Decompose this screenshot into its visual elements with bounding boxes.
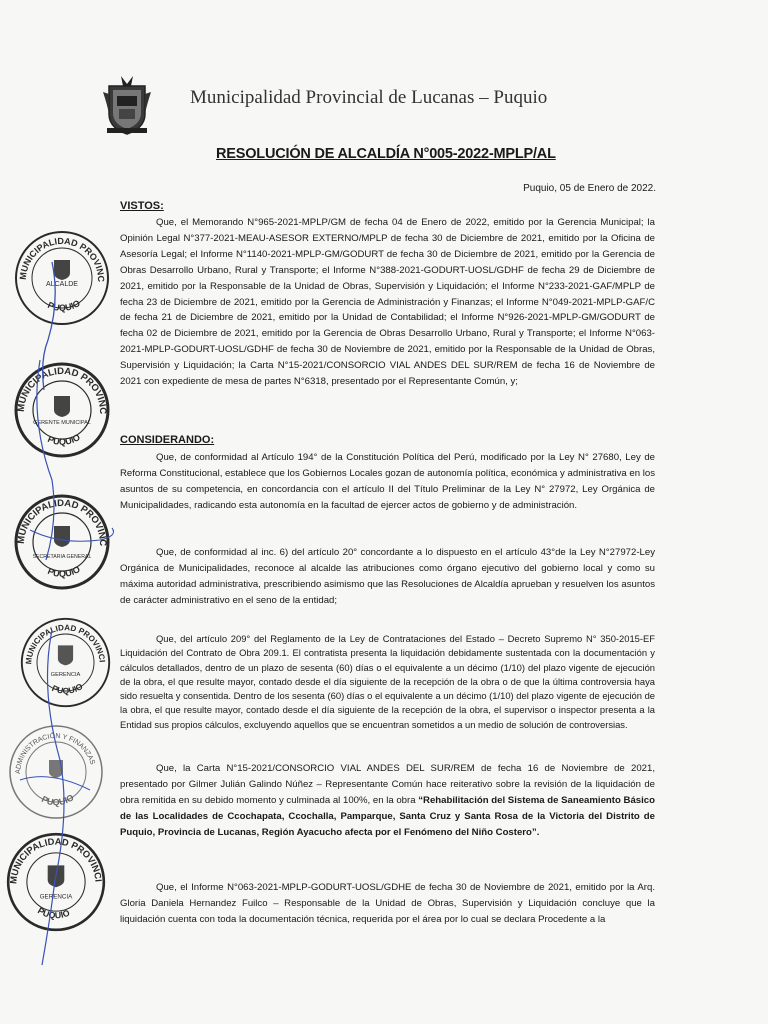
seal-gerencia-1	[18, 615, 113, 710]
considerando-paragraph-3: Que, del artículo 209° del Reglamento de la Ley de Contrataciones del Estado – Decreto Supremo N° 350-2015-EF Liquidación del Contrato de Obra 209.1. El contratista presenta la liquidación debidamente sustentada con la documentación y cálculos detallados, dentro de un plazo de sesenta (60) días o el equivalente a un décimo (1/10) del plazo vigente de ejecución de la obra, el que resulte mayor, contado desde el día siguiente de la recepción de la obra o de que la última controversia haya sido resuelta y consentida. Dentro de los sesenta (60) días o el equivalente a un décimo (1/10) del plazo vigente de ejecución de la obra, el que resulte mayor, contado desde el día siguiente de la recepción de la obra, el supervisor o inspector presenta a la Entidad sus propios cálculos, excluyendo aquellos que se encuentran sometidos a un medio de solución de controversias.	[120, 633, 655, 730]
considerando-paragraph-4	[120, 761, 655, 841]
svg-text:PUQUIO	[36, 905, 71, 920]
seal-1-center-text: ALCALDE	[46, 281, 78, 288]
seal-5-top-text: ADMINISTRACIÓN Y FINANZAS	[14, 732, 96, 775]
seal-6-bottom-text: PUQUIO	[35, 905, 72, 921]
municipality-name: Municipalidad Provincial de Lucanas – Puquio	[190, 87, 548, 108]
svg-text:PUQUIO	[46, 432, 82, 447]
seal-4-center-text: GERENCIA	[50, 671, 81, 678]
svg-text:PUQUIO	[51, 681, 85, 696]
considerando-paragraph-5: Que, el Informe N°063-2021-MPLP-GODURT-UOSL/GDHE de fecha 30 de Noviembre de 2021, emitido por la Arq. Gloria Daniela Hernandez Fuilco – Responsable de la Unidad de Obras, Supervisión y Liquidación concluye que la liquidación cuenta con toda la documentación técnica, requerida por el área por lo cual se declara Procedente a la	[120, 882, 655, 925]
municipal-crest-icon	[103, 74, 151, 136]
seal-3-top-text: MUNICIPALIDAD PROVINC	[15, 497, 109, 547]
svg-text:PUQUIO	[46, 564, 82, 579]
seal-2-center-text: GERENTE MUNICIPAL	[33, 420, 91, 426]
seal-administracion-finanzas	[6, 722, 106, 822]
seal-5-bottom-text: PUQUIO	[39, 792, 76, 808]
project-name: “Rehabilitación del Sistema de Saneamiento Básico de las Localidades de Ccochapata, Ccochalla, Pamparque, Santa Cruz y Santa Rosa de la Victoria del Distrito de Puquio, Provincia de Lucanas, Región Ayacucho afecta por el Fenómeno del Niño Costero”.	[120, 794, 655, 838]
seal-3-bottom-text: PUQUIO	[46, 563, 82, 579]
considerando-heading: CONSIDERANDO:	[120, 434, 215, 446]
seal-gerencia-2	[4, 830, 108, 934]
seal-1-top-text: MUNICIPALIDAD PROVINC	[17, 235, 107, 283]
document-date: Puquio, 05 de Enero de 2022.	[523, 183, 656, 194]
seal-6-center-text: GERENCIA	[39, 893, 73, 901]
paragraph-4-text: Que, la Carta N°15-2021/CONSORCIO VIAL ANDES DEL SUR/REM de fecha 16 de Noviembre de 2021, presentado por Gilmer Julián Galindo Núñez – Representante Común hace reiterativo sobre la revisión de la liquidación de obra remitida en su debido momento y culminada al 100%, en la obra	[120, 763, 655, 806]
seal-4-bottom-text: PUQUIO	[50, 681, 85, 696]
vistos-paragraph: Que, el Memorando N°965-2021-MPLP/GM de fecha 04 de Enero de 2022, emitido por la Gerencia Municipal; la Opinión Legal N°377-2021-MEAU-ASESOR EXTERNO/MPLP de fecha 30 de Diciembre de 2021, emitido por la Oficina de Asesoría Legal; el Informe N°1140-2021-MPLP-GM/GODURT de fecha 30 de Diciembre de 2021, emitido por la Gerencia de Obras Desarrollo Urbano, Rural y Transporte; el Informe N°388-2021-GODURT-UOSL/GDHF de fecha 29 de Diciembre de 2021, emitido por la Responsable de la Unidad de Obras, Supervisión y Liquidación; el Informe N°233-2021-GAF/MPLP de fecha 23 de Diciembre de 2021, emitido por la Gerencia de Administración y Finanzas; el Informe N°049-2021-MPLP-GAF/C de fecha 21 de Diciembre de 2021, emitido por la Unidad de Contabilidad; el Informe N°926-2021-MPLP-GM/GODURT de fecha 02 de Diciembre de 2021, emitido por la Gerencia de Obras Desarrollo Urbano, Rural y Transporte; el Informe N°063-2021-MPLP-GODURT-UOSL/GDHF de fecha 30 de Noviembre de 2021, emitido por la Responsable de la Unidad de Obras, Supervisión y Liquidación; la Carta N°15-2021/CONSORCIO VIAL ANDES DEL SUR/REM de fecha 16 de Noviembre de 2021 con expediente de mesa de partes N°6318, presentado por el Representante Común, y;	[120, 217, 655, 388]
considerando-paragraph-2: Que, de conformidad al inc. 6) del artículo 20° concordante a lo dispuesto en el artículo 43°de la Ley N°27972-Ley Orgánica de Municipalidades, reconoce al alcalde las atribuciones como órgano ejecutivo del gobierno local y como su máxima autoridad administrativa, prescribiendo asimismo que las Resoluciones de Alcaldía aprueban y resuelven los asuntos de carácter administrativo en el seno de la entidad;	[120, 547, 655, 606]
svg-text:PUQUIO	[40, 792, 76, 807]
seal-2-bottom-text: PUQUIO	[46, 431, 82, 447]
seal-gerente-municipal	[12, 360, 112, 460]
svg-text:PUQUIO	[46, 298, 82, 313]
seal-1-bottom-text: PUQUIO	[46, 297, 82, 313]
resolution-title: RESOLUCIÓN DE ALCALDÍA N°005-2022-MPLP/AL	[216, 146, 556, 162]
seal-alcalde	[12, 228, 112, 328]
seal-4-top-text: MUNICIPALIDAD PROVINCI	[24, 623, 107, 665]
seal-3-center-text: SECRETARIA GENERAL	[32, 554, 92, 560]
vistos-heading: VISTOS:	[120, 200, 164, 212]
seal-6-top-text: MUNICIPALIDAD PROVINCI	[8, 836, 104, 885]
seal-secretaria-general	[12, 492, 112, 592]
seal-2-top-text: MUNICIPALIDAD PROVINC	[15, 365, 109, 415]
considerando-paragraph-1: Que, de conformidad al Artículo 194° de la Constitución Política del Perú, modificado por la Ley N° 27680, Ley de Reforma Constitucional, establece que los Gobiernos Locales gozan de autonomía política, económica y administrativa en los asuntos de su competencia, en concordancia con el artículo II del Título Preliminar de la Ley N° 27972, Ley Orgánica de Municipalidades, radicando esta autonomía en la facultad de ejercer actos de gobierno y de administración.	[120, 452, 655, 511]
